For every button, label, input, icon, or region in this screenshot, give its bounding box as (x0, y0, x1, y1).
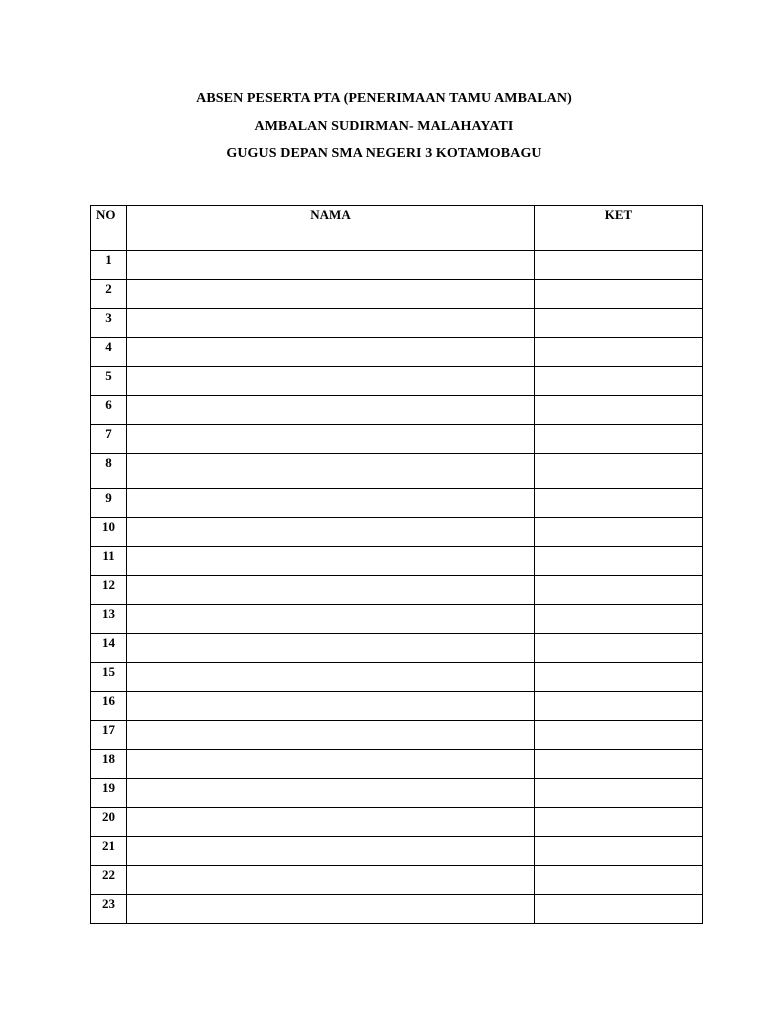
ket-cell[interactable] (535, 895, 703, 924)
table-row (91, 425, 703, 454)
table-body (91, 251, 703, 924)
row-number-cell: 14 (91, 634, 127, 663)
table-row (91, 721, 703, 750)
ket-cell[interactable] (535, 518, 703, 547)
row-number-cell: 5 (91, 367, 127, 396)
ket-cell[interactable] (535, 251, 703, 280)
nama-cell[interactable] (127, 605, 535, 634)
column-header-no: NO (91, 206, 127, 251)
nama-cell[interactable] (127, 576, 535, 605)
nama-cell[interactable] (127, 721, 535, 750)
row-number-cell: 11 (91, 547, 127, 576)
table-row (91, 866, 703, 895)
ket-cell[interactable] (535, 837, 703, 866)
row-number-cell: 9 (91, 489, 127, 518)
attendance-table (90, 205, 703, 924)
ket-cell[interactable] (535, 866, 703, 895)
table-row (91, 634, 703, 663)
row-number-cell: 19 (91, 779, 127, 808)
document-subtitle-ambalan: AMBALAN SUDIRMAN- MALAHAYATI (254, 118, 514, 134)
ket-cell[interactable] (535, 779, 703, 808)
nama-cell[interactable] (127, 547, 535, 576)
ket-cell[interactable] (535, 425, 703, 454)
ket-cell[interactable] (535, 367, 703, 396)
table-row (91, 251, 703, 280)
row-number-cell: 2 (91, 280, 127, 309)
nama-cell[interactable] (127, 338, 535, 367)
table-row (91, 779, 703, 808)
ket-cell[interactable] (535, 396, 703, 425)
nama-cell[interactable] (127, 692, 535, 721)
ket-cell[interactable] (535, 721, 703, 750)
row-number-cell: 21 (91, 837, 127, 866)
nama-cell[interactable] (127, 779, 535, 808)
row-number-cell: 4 (91, 338, 127, 367)
ket-cell[interactable] (535, 605, 703, 634)
row-number-cell: 3 (91, 309, 127, 338)
row-number-cell: 7 (91, 425, 127, 454)
row-number-cell: 8 (91, 454, 127, 489)
nama-cell[interactable] (127, 454, 535, 489)
row-number-cell: 16 (91, 692, 127, 721)
row-number-cell: 13 (91, 605, 127, 634)
table-row (91, 692, 703, 721)
ket-cell[interactable] (535, 489, 703, 518)
table-row (91, 837, 703, 866)
table-row (91, 547, 703, 576)
nama-cell[interactable] (127, 396, 535, 425)
row-number-cell: 6 (91, 396, 127, 425)
document-subtitle-gugus: GUGUS DEPAN SMA NEGERI 3 KOTAMOBAGU (226, 146, 542, 161)
row-number-cell: 15 (91, 663, 127, 692)
row-number-cell: 23 (91, 895, 127, 924)
table-row (91, 489, 703, 518)
ket-cell[interactable] (535, 750, 703, 779)
row-number-cell: 18 (91, 750, 127, 779)
table-row (91, 895, 703, 924)
ket-cell[interactable] (535, 692, 703, 721)
row-number-cell: 12 (91, 576, 127, 605)
ket-cell[interactable] (535, 547, 703, 576)
row-number-cell: 10 (91, 518, 127, 547)
ket-cell[interactable] (535, 663, 703, 692)
nama-cell[interactable] (127, 866, 535, 895)
column-header-nama: NAMA (127, 206, 535, 251)
row-number-cell: 1 (91, 251, 127, 280)
table-row (91, 367, 703, 396)
row-number-cell: 17 (91, 721, 127, 750)
ket-cell[interactable] (535, 309, 703, 338)
table-row (91, 454, 703, 489)
nama-cell[interactable] (127, 808, 535, 837)
nama-cell[interactable] (127, 367, 535, 396)
nama-cell[interactable] (127, 518, 535, 547)
table-row (91, 518, 703, 547)
table-row (91, 808, 703, 837)
nama-cell[interactable] (127, 895, 535, 924)
nama-cell[interactable] (127, 837, 535, 866)
table-row (91, 396, 703, 425)
table-header-row (91, 206, 703, 251)
nama-cell[interactable] (127, 634, 535, 663)
nama-cell[interactable] (127, 251, 535, 280)
table-row (91, 605, 703, 634)
nama-cell[interactable] (127, 663, 535, 692)
row-number-cell: 20 (91, 808, 127, 837)
table-row (91, 576, 703, 605)
ket-cell[interactable] (535, 338, 703, 367)
ket-cell[interactable] (535, 634, 703, 663)
nama-cell[interactable] (127, 280, 535, 309)
table-row (91, 338, 703, 367)
table-row (91, 280, 703, 309)
table-row (91, 309, 703, 338)
nama-cell[interactable] (127, 489, 535, 518)
column-header-ket: KET (535, 206, 703, 251)
document-title: ABSEN PESERTA PTA (PENERIMAAN TAMU AMBALAN) (196, 91, 572, 106)
ket-cell[interactable] (535, 280, 703, 309)
ket-cell[interactable] (535, 454, 703, 489)
row-number-cell: 22 (91, 866, 127, 895)
nama-cell[interactable] (127, 309, 535, 338)
ket-cell[interactable] (535, 808, 703, 837)
nama-cell[interactable] (127, 425, 535, 454)
table-row (91, 663, 703, 692)
ket-cell[interactable] (535, 576, 703, 605)
table-row (91, 750, 703, 779)
nama-cell[interactable] (127, 750, 535, 779)
document-header (0, 90, 768, 173)
